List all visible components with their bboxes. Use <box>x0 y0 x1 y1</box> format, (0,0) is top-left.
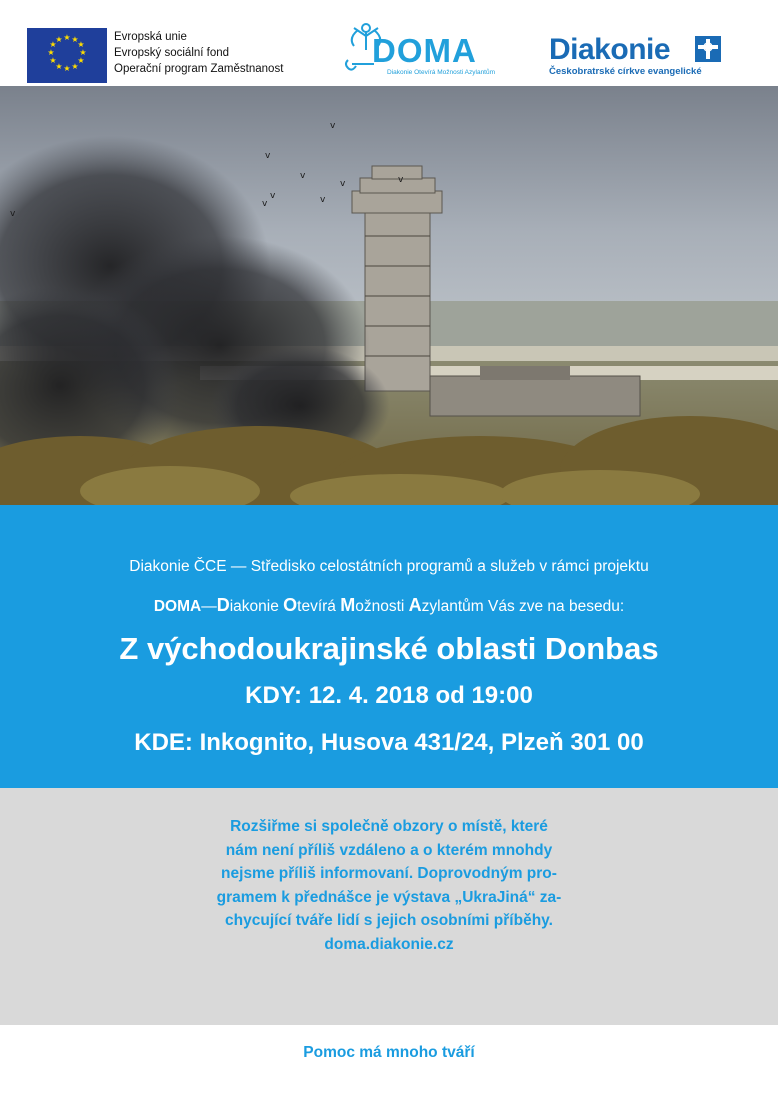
svg-text:★: ★ <box>71 62 79 71</box>
eu-flag-icon <box>27 28 107 83</box>
event-title: Z východoukrajinské oblasti Donbas <box>119 631 659 666</box>
svg-text:v: v <box>270 191 276 201</box>
svg-text:v: v <box>340 179 346 189</box>
svg-text:★: ★ <box>79 48 87 57</box>
diakonie-logo-word: Diakonie <box>549 33 671 66</box>
eu-line: Operační program Zaměstnanost <box>114 63 284 75</box>
eu-line: Evropský sociální fond <box>114 47 230 59</box>
organizer-line: Diakonie ČCE — Středisko celostátních programů a služeb v rámci projektu <box>129 558 649 575</box>
initial-letter: A <box>408 595 422 615</box>
doma-logo-tagline: Diakonie Otevírá Možnosti Azylantům <box>387 69 496 76</box>
footer-slogan: Pomoc má mnoho tváří <box>303 1044 475 1061</box>
svg-text:★: ★ <box>63 64 71 73</box>
description-line: nám není příliš vzdáleno a o kterém mnohdy <box>225 841 553 859</box>
svg-text:v: v <box>265 151 271 161</box>
description-line: gramem k přednášce je výstava „UkraJiná“ za- <box>216 888 562 906</box>
svg-text:v: v <box>320 195 326 205</box>
word-part: ožnosti <box>355 598 409 615</box>
word-part: iakonie <box>229 598 284 615</box>
word-part: zylantům Vás zve na besedu: <box>421 598 625 615</box>
svg-text:v: v <box>398 175 404 185</box>
dash: — <box>201 598 217 615</box>
description-line: chycující tváře lidí s jejich osobními příběhy. <box>225 912 553 929</box>
description-band <box>0 788 778 1025</box>
svg-text:v: v <box>330 121 336 131</box>
svg-text:★: ★ <box>55 62 63 71</box>
website-link[interactable]: doma.diakonie.cz <box>324 935 454 953</box>
description-line: nejsme příliš informovaní. Doprovodným pro- <box>221 865 557 882</box>
project-invitation-line <box>0 595 778 616</box>
svg-text:★: ★ <box>77 56 85 65</box>
diakonie-cross-icon <box>695 36 721 62</box>
svg-text:★: ★ <box>77 40 85 49</box>
project-name: DOMA <box>153 598 202 615</box>
word-part: tevírá <box>297 598 341 615</box>
svg-text:v: v <box>10 209 16 219</box>
logo-strip <box>0 0 778 86</box>
invitation-band <box>0 505 778 788</box>
svg-text:v: v <box>300 171 306 181</box>
initial-letter: O <box>283 595 298 615</box>
svg-text:★: ★ <box>49 56 57 65</box>
diakonie-logo-tagline: Českobratrské církve evangelické <box>549 66 702 77</box>
initial-letter: M <box>340 595 356 615</box>
svg-text:v: v <box>262 199 268 209</box>
svg-text:★: ★ <box>55 35 63 44</box>
description-line: Rozšiřme si společně obzory o místě, které <box>230 818 548 835</box>
event-location: KDE: Inkognito, Husova 431/24, Plzeň 301 00 <box>134 729 644 756</box>
svg-text:★: ★ <box>49 40 57 49</box>
initial-letter: D <box>216 595 230 615</box>
event-description <box>0 815 778 956</box>
donetsk-airport-photo <box>0 86 778 505</box>
eu-logo-text <box>114 29 283 77</box>
eu-line: Evropská unie <box>114 31 187 43</box>
svg-text:★: ★ <box>71 35 79 44</box>
doma-logo-word: DOMA <box>372 32 477 69</box>
svg-text:★: ★ <box>63 33 71 42</box>
event-date: KDY: 12. 4. 2018 od 19:00 <box>245 682 533 709</box>
svg-text:★: ★ <box>47 48 55 57</box>
